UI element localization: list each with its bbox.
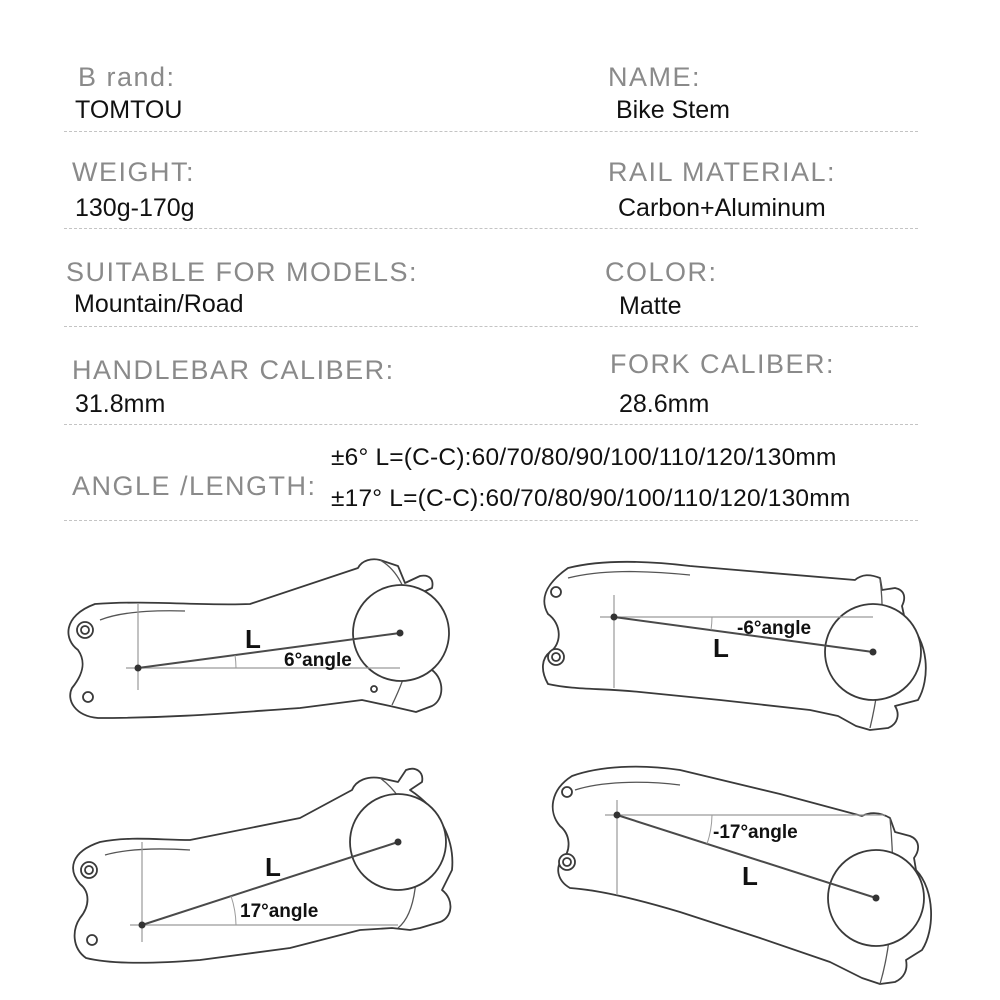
stem-diagram-plus6: [68, 559, 449, 718]
spec-weight-value: 130g-170g: [75, 194, 195, 222]
spec-name-label: NAME:: [608, 62, 702, 92]
length-label: L: [742, 861, 758, 891]
angle-label: -6°angle: [737, 618, 812, 639]
spec-brand-label: B rand:: [78, 62, 176, 92]
spec-models-label: SUITABLE FOR MODELS:: [66, 257, 419, 287]
spec-color-label: COLOR:: [605, 257, 718, 287]
spec-name-value: Bike Stem: [616, 96, 730, 124]
spec-handlebar-value: 31.8mm: [75, 390, 166, 418]
spec-angle-length-label: ANGLE /LENGTH:: [72, 471, 317, 501]
stem-diagram-plus17: [73, 769, 452, 963]
angle-label: 6°angle: [284, 650, 352, 671]
spec-weight-label: WEIGHT:: [72, 157, 195, 187]
spec-angle-line-2: ±17° L=(C-C):60/70/80/90/100/110/120/130mm: [331, 485, 851, 512]
spec-brand-value: TOMTOU: [75, 96, 183, 124]
spec-handlebar-label: HANDLEBAR CALIBER:: [72, 355, 395, 385]
spec-fork-label: FORK CALIBER:: [610, 349, 836, 379]
spec-fork-value: 28.6mm: [619, 390, 710, 418]
angle-label: -17°angle: [713, 822, 798, 843]
stem-diagram-minus6: [543, 562, 926, 730]
stem-diagram-minus17: [553, 767, 931, 984]
length-label: L: [713, 633, 729, 663]
spec-angle-line-1: ±6° L=(C-C):60/70/80/90/100/110/120/130mm: [331, 444, 837, 471]
angle-label: 17°angle: [240, 901, 319, 922]
length-label: L: [265, 852, 281, 882]
spec-rail-material-value: Carbon+Aluminum: [618, 194, 826, 222]
spec-color-value: Matte: [619, 292, 682, 320]
spec-models-value: Mountain/Road: [74, 290, 244, 318]
spec-rail-material-label: RAIL MATERIAL:: [608, 157, 837, 187]
length-label: L: [245, 624, 261, 654]
